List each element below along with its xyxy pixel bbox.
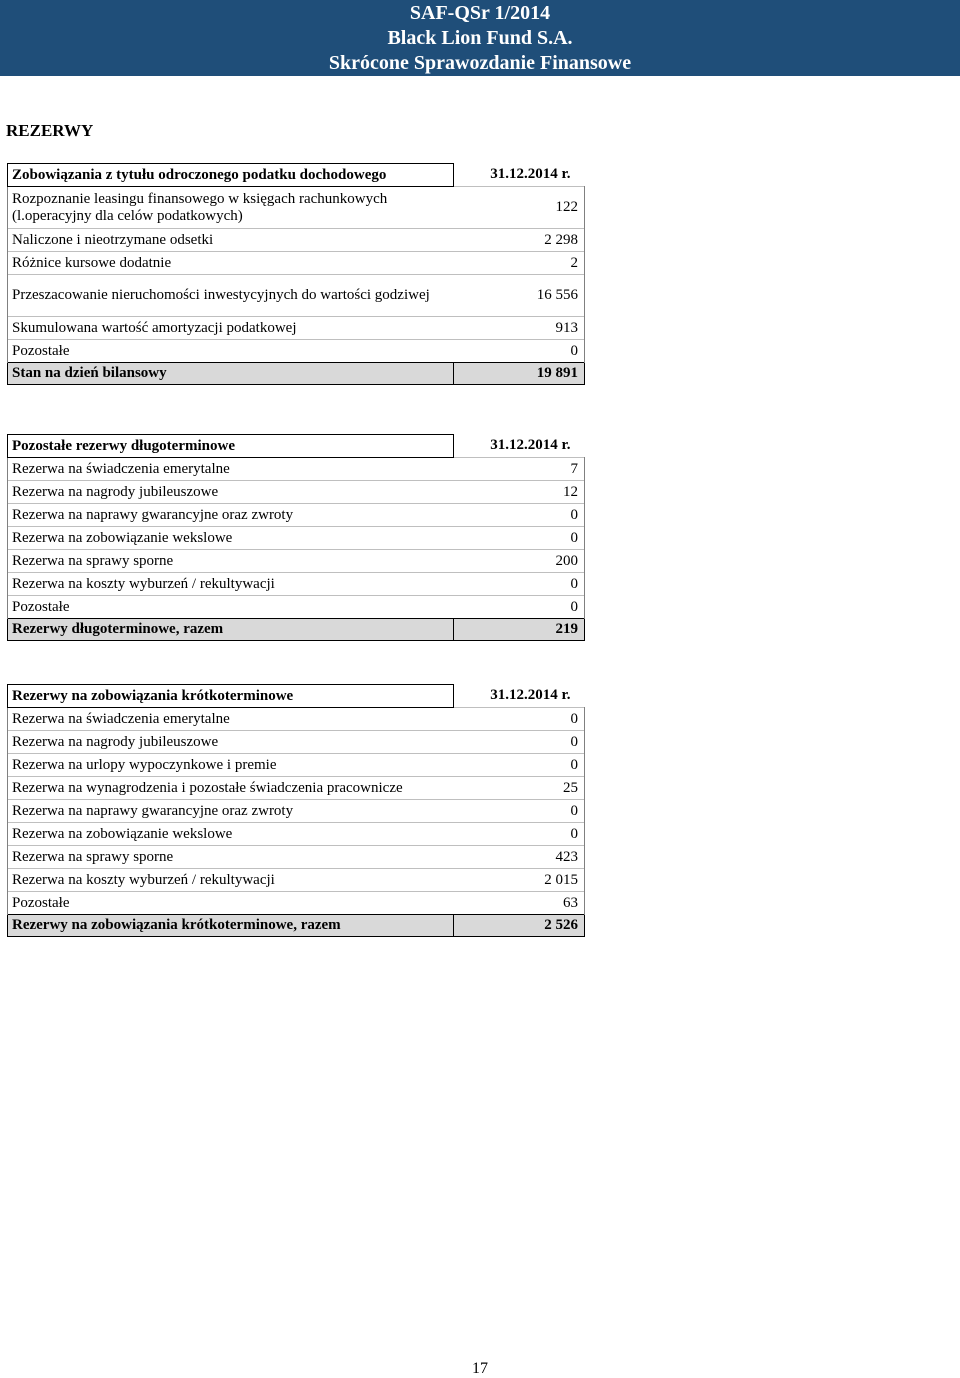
table-title: Zobowiązania z tytułu odroczonego podatku dochodowego <box>8 164 454 187</box>
row-value: 25 <box>454 777 585 800</box>
row-label: Rezerwa na zobowiązanie wekslowe <box>8 527 454 550</box>
table-row <box>8 481 585 504</box>
row-value: 63 <box>454 892 585 915</box>
row-value: 0 <box>454 504 585 527</box>
table-total-row <box>8 619 585 641</box>
table-row <box>8 846 585 869</box>
report-title: Skrócone Sprawozdanie Finansowe <box>328 52 632 74</box>
total-value: 2 526 <box>454 915 585 937</box>
row-label: Rezerwa na świadczenia emerytalne <box>8 708 454 731</box>
document-header <box>0 0 960 76</box>
table-row <box>8 892 585 915</box>
table-row <box>8 229 585 252</box>
table-row <box>8 504 585 527</box>
table-row <box>8 823 585 846</box>
column-date: 31.12.2014 r. <box>490 437 571 454</box>
table-row <box>8 777 585 800</box>
row-value: 7 <box>454 458 585 481</box>
row-label: Naliczone i nieotrzymane odsetki <box>8 229 454 252</box>
table-row <box>8 731 585 754</box>
row-value: 0 <box>454 800 585 823</box>
table-row <box>8 527 585 550</box>
table-row <box>8 596 585 619</box>
row-value: 0 <box>454 731 585 754</box>
row-value: 122 <box>454 187 585 229</box>
row-value: 2 298 <box>454 229 585 252</box>
row-label: Rezerwa na naprawy gwarancyjne oraz zwroty <box>8 800 454 823</box>
table-row <box>8 869 585 892</box>
table-header <box>8 435 585 458</box>
row-value: 200 <box>454 550 585 573</box>
table-row <box>8 550 585 573</box>
table-total-row <box>8 915 585 937</box>
row-value: 2 <box>454 252 585 275</box>
row-label: Rozpoznanie leasingu finansowego w księgach rachunkowych (l.operacyjny dla celów podatkowych) <box>8 187 454 229</box>
table-row <box>8 754 585 777</box>
report-code: SAF-QSr 1/2014 <box>409 2 551 24</box>
short-term-provisions-table <box>7 684 585 937</box>
company-name: Black Lion Fund S.A. <box>387 27 573 49</box>
row-label: Rezerwa na urlopy wypoczynkowe i premie <box>8 754 454 777</box>
row-value: 0 <box>454 596 585 619</box>
table-row <box>8 458 585 481</box>
row-value: 913 <box>454 317 585 340</box>
table-row <box>8 708 585 731</box>
row-label: Rezerwa na świadczenia emerytalne <box>8 458 454 481</box>
row-value: 0 <box>454 823 585 846</box>
table-title: Pozostałe rezerwy długoterminowe <box>8 435 454 458</box>
table-total-row <box>8 363 585 385</box>
row-value: 0 <box>454 573 585 596</box>
total-label: Rezerwy na zobowiązania krótkoterminowe, razem <box>8 915 454 937</box>
table-row <box>8 800 585 823</box>
row-label: Rezerwa na sprawy sporne <box>8 846 454 869</box>
page-number: 17 <box>472 1360 488 1377</box>
row-label: Rezerwa na wynagrodzenia i pozostałe świadczenia pracownicze <box>8 777 454 800</box>
section-title: REZERWY <box>6 121 94 140</box>
table-header <box>8 685 585 708</box>
column-date: 31.12.2014 r. <box>490 166 571 183</box>
table-row <box>8 340 585 363</box>
total-label: Stan na dzień bilansowy <box>8 363 454 385</box>
column-date: 31.12.2014 r. <box>490 687 571 704</box>
row-value: 12 <box>454 481 585 504</box>
row-value: 2 015 <box>454 869 585 892</box>
total-label: Rezerwy długoterminowe, razem <box>8 619 454 641</box>
row-label: Przeszacowanie nieruchomości inwestycyjnych do wartości godziwej <box>8 275 454 317</box>
row-label: Rezerwa na sprawy sporne <box>8 550 454 573</box>
row-value: 0 <box>454 754 585 777</box>
row-label: Rezerwa na naprawy gwarancyjne oraz zwroty <box>8 504 454 527</box>
row-value: 0 <box>454 527 585 550</box>
total-value: 19 891 <box>454 363 585 385</box>
row-label: Pozostałe <box>8 340 454 363</box>
table-header <box>8 164 585 187</box>
row-value: 0 <box>454 708 585 731</box>
row-label: Rezerwa na nagrody jubileuszowe <box>8 731 454 754</box>
row-label: Różnice kursowe dodatnie <box>8 252 454 275</box>
row-label: Rezerwa na koszty wyburzeń / rekultywacji <box>8 573 454 596</box>
row-label: Rezerwa na zobowiązanie wekslowe <box>8 823 454 846</box>
table-row <box>8 187 585 229</box>
row-value: 16 556 <box>454 275 585 317</box>
table-row <box>8 252 585 275</box>
row-value: 423 <box>454 846 585 869</box>
table-title: Rezerwy na zobowiązania krótkoterminowe <box>8 685 454 708</box>
row-label: Pozostałe <box>8 596 454 619</box>
row-label: Skumulowana wartość amortyzacji podatkowej <box>8 317 454 340</box>
deferred-tax-liabilities-table <box>7 163 585 385</box>
total-value: 219 <box>454 619 585 641</box>
row-label: Rezerwa na koszty wyburzeń / rekultywacji <box>8 869 454 892</box>
table-row <box>8 317 585 340</box>
row-label: Pozostałe <box>8 892 454 915</box>
row-value: 0 <box>454 340 585 363</box>
row-label: Rezerwa na nagrody jubileuszowe <box>8 481 454 504</box>
long-term-provisions-table <box>7 434 585 641</box>
table-row <box>8 573 585 596</box>
table-row <box>8 275 585 317</box>
